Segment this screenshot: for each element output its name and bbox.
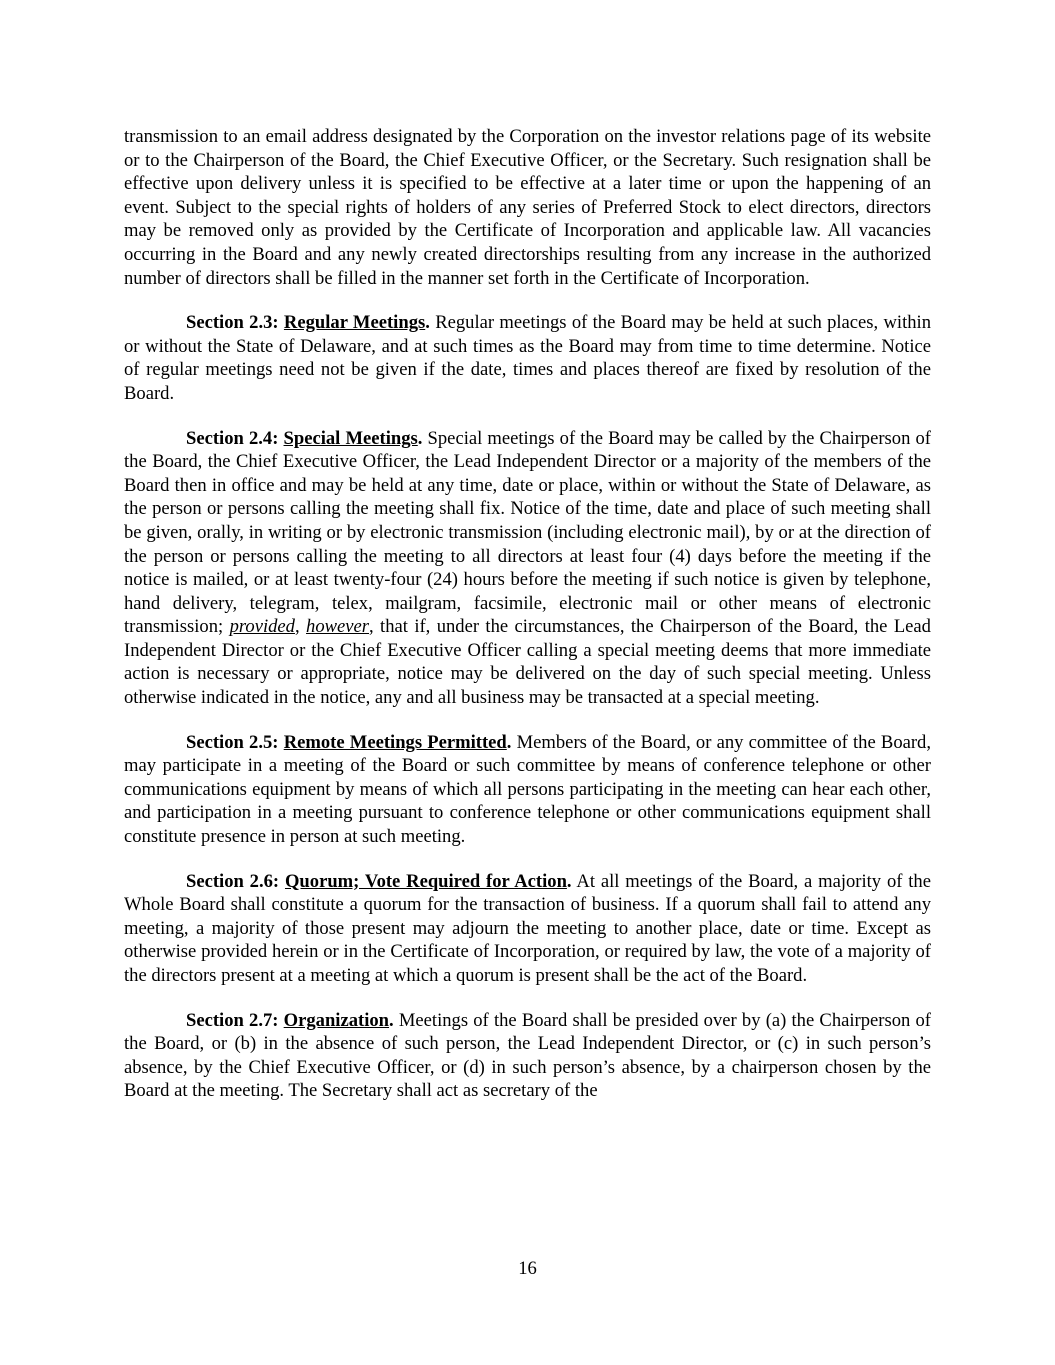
section-2-4-comma: , — [294, 616, 300, 638]
section-2-5-paragraph — [124, 731, 931, 849]
section-2-6-number: Section 2.6: — [186, 870, 280, 892]
provided-term: provided — [229, 616, 295, 638]
section-2-6-text: At all meetings of the Board, a majority of the Whole Board shall constitute a quorum for the transaction of business. If a quorum shall fail to attend any meeting, a majority of those present may adjourn the meeting to another place, date or time. Except as otherwise provided herein or in the Certificate of Incorporation, or required by law, the vote of a majority of the directors present at a meeting at which a quorum is present shall be the act of the Board. — [124, 870, 931, 986]
section-2-7-number: Section 2.7: — [186, 1009, 279, 1031]
section-2-7-paragraph — [124, 1009, 931, 1103]
however-term: however — [306, 616, 370, 638]
section-2-6-title: Quorum; Vote Required for Action — [284, 870, 567, 892]
section-2-6-period: . — [566, 870, 572, 892]
section-2-3-period: . — [425, 312, 430, 334]
section-2-3-number: Section 2.3: — [186, 312, 279, 334]
section-2-3-title: Regular Meetings — [283, 312, 426, 334]
section-2-7-period: . — [389, 1009, 394, 1031]
section-2-3-paragraph — [124, 311, 931, 405]
section-2-5-number: Section 2.5: — [186, 731, 279, 753]
section-2-3-text: Regular meetings of the Board may be held at such places, within or without the State of Delaware, and at such times as the Board may from time to time determine. Notice of regular meetings need not be given if the date, times and places thereof are fixed by resolution of the Board. — [124, 312, 932, 404]
section-2-4-paragraph — [124, 427, 931, 710]
section-2-4-number: Section 2.4: — [186, 427, 279, 449]
section-2-5-text: Members of the Board, or any committee of the Board, may participate in a meeting of the Board or such committee by means of conference telephone or other communications equipment by means of which all persons participating in the meeting can hear each other, and participation in a meeting pursuant to conference telephone or other communications equipment shall constitute presence in person at such meeting. — [124, 731, 932, 848]
section-2-5-title: Remote Meetings Permitted — [283, 731, 507, 753]
section-2-5-period: . — [506, 731, 512, 753]
section-2-4-text-b: , that if, under the circumstances, the Chairperson of the Board, the Lead Independent Director or the Chief Executive Officer calling a special meeting deems that more immediate action is necessary or appropriate, notice may be delivered on the day of such special meeting. Unless otherwise indicated in the notice, any and all business may be transacted at a special meeting. — [124, 616, 931, 709]
section-2-4-text-a: Special meetings of the Board may be called by the Chairperson of the Board, the Chief Executive Officer, the Lead Independent Director or a majority of the members of the Board then in office and may be held at any time, date or place, within or without the State of Delaware, as the person or persons calling the meeting shall fix. Notice of the time, date and place of such meeting shall be given, orally, in writing or by electronic transmission (including electronic mail), by or at the direction of the person or persons calling the meeting to all directors at least four (4) days before the meeting if the notice is mailed, or at least twenty-four (24) hours before the meeting if such notice is given by telephone, hand delivery, telegram, telex, mailgram, facsimile, electronic mail or other means of electronic transmission; — [124, 427, 931, 638]
page-number: 16 — [518, 1258, 537, 1279]
continuation-paragraph: transmission to an email address designated by the Corporation on the investor relations page of its website or to the Chairperson of the Board, the Chief Executive Officer, or the Secretary. Such resignation shall be effective upon delivery unless it is specified to be effective at a later time or upon the happening of an event. Subject to the special rights of holders of any series of Preferred Stock to elect directors, directors may be removed only as provided by the Certificate of Incorporation and applicable law. All vacancies occurring in the Board and any newly created directorships resulting from any increase in the authorized number of directors shall be filled in the manner set forth in the Certificate of Incorporation. — [124, 126, 931, 289]
section-2-4-title: Special Meetings — [283, 427, 418, 449]
document-page — [124, 125, 931, 1124]
section-2-7-title: Organization — [283, 1009, 390, 1031]
section-2-4-period: . — [417, 427, 423, 449]
section-2-6-paragraph — [124, 870, 931, 988]
section-2-7-text: Meetings of the Board shall be presided over by (a) the Chairperson of the Board, or (b) in the absence of such person, the Lead Independent Director, or (c) in such person’s absence, by the Chief Executive Officer, or (d) in such person’s absence, by a chairperson chosen by the Board at the meeting. The Secretary shall act as secretary of the — [124, 1009, 931, 1102]
